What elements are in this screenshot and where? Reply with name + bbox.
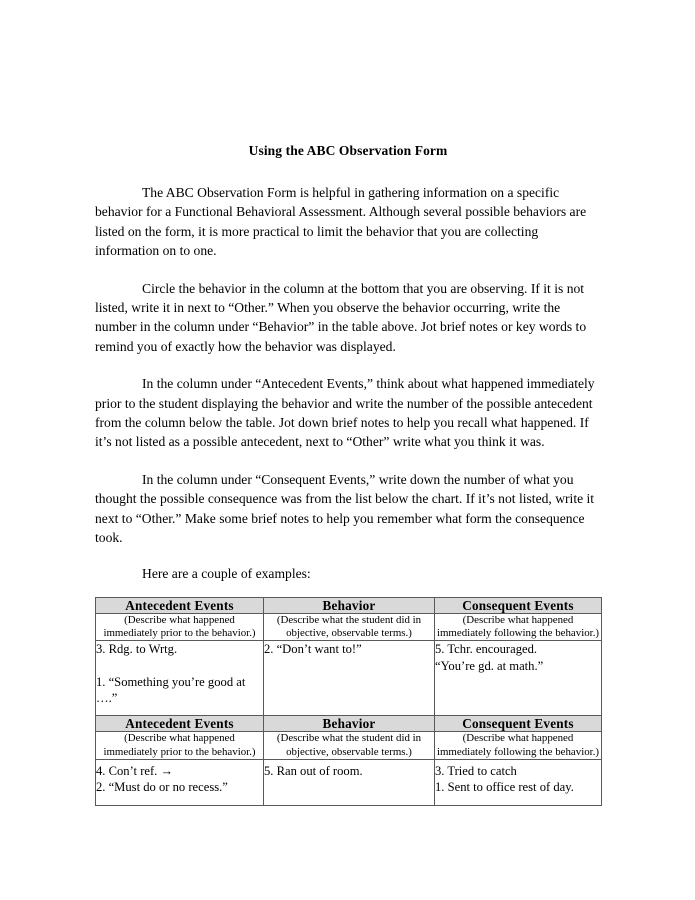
table-header-row bbox=[96, 597, 602, 613]
header-antecedent-events: Antecedent Events bbox=[96, 597, 264, 613]
page-title: Using the ABC Observation Form bbox=[248, 143, 448, 158]
header-consequent-events: Consequent Events bbox=[435, 597, 602, 613]
table-row bbox=[96, 641, 602, 716]
example-one-consequent-line-2: “You’re gd. at math.” bbox=[435, 658, 544, 673]
description-consequent-events: (Describe what happened immediately following the behavior.) bbox=[435, 613, 602, 640]
description-antecedent-events: (Describe what happened immediately prior to the behavior.) bbox=[96, 613, 264, 640]
example-two-antecedent-cell bbox=[96, 759, 264, 805]
example-two-consequent-cell bbox=[435, 759, 602, 805]
table-row bbox=[96, 759, 602, 805]
description-antecedent-events: (Describe what happened immediately prior to the behavior.) bbox=[96, 732, 264, 759]
description-consequent-events: (Describe what happened immediately following the behavior.) bbox=[435, 732, 602, 759]
paragraph-antecedent-instructions: In the column under “Antecedent Events,” think about what happened immediately prior to the student displaying the behavior and write the number of the possible antecedent from the column below the table. Jot down brief notes to help you recall what happened. If it’s not listed as a possible antecedent, next to “Other” write what you think it was. bbox=[95, 376, 595, 450]
example-two-behavior-text: 5. Ran out of room. bbox=[264, 763, 363, 778]
paragraph-behavior-instructions: Circle the behavior in the column at the bottom that you are observing. If it is not listed, write it in next to “Other.” When you observe the behavior occurring, write the number in the column under “Behavior” in the table above. Jot brief notes or key words to remind you of exactly how the behavior was displayed. bbox=[95, 280, 587, 354]
example-two-antecedent-line-1: 4. Con’t ref. → bbox=[96, 763, 174, 778]
abc-observation-table bbox=[95, 597, 602, 806]
paragraph-consequent-instructions: In the column under “Consequent Events,” write down the number of what you thought the possible consequence was from the list below the chart. If it’s not listed, write it next to “Other.” Make some brief notes to help you remember what form the consequence took. bbox=[95, 471, 595, 546]
example-one-consequent-line-1: 5. Tchr. encouraged. bbox=[435, 642, 538, 657]
example-one-behavior-text: 2. “Don’t want to!” bbox=[264, 642, 362, 657]
document-body bbox=[95, 143, 601, 806]
example-one-antecedent-cell bbox=[96, 641, 264, 716]
table-header-row bbox=[96, 716, 602, 732]
example-one-antecedent-line-1: 3. Rdg. to Wrtg. bbox=[96, 642, 178, 657]
cell-spacer bbox=[96, 658, 263, 674]
example-two-consequent-line-2: 1. Sent to office rest of day. bbox=[435, 779, 574, 794]
table-description-row bbox=[96, 732, 602, 759]
description-behavior: (Describe what the student did in objective, observable terms.) bbox=[264, 732, 435, 759]
example-one-antecedent-line-2: 1. “Something you’re good at ….” bbox=[96, 674, 249, 705]
example-two-consequent-line-1: 3. Tried to catch bbox=[435, 763, 517, 778]
paragraph-intro: The ABC Observation Form is helpful in gathering information on a specific behavior for a Functional Behavioral Assessment. Although several possible behaviors are listed on the form, it is more practical to limit the behavior that you are collecting information on to one. bbox=[95, 185, 587, 259]
header-antecedent-events: Antecedent Events bbox=[96, 716, 264, 732]
example-one-behavior-cell bbox=[264, 641, 435, 716]
table-description-row bbox=[96, 613, 602, 640]
header-behavior: Behavior bbox=[264, 597, 435, 613]
header-consequent-events: Consequent Events bbox=[435, 716, 602, 732]
example-two-behavior-cell bbox=[264, 759, 435, 805]
description-behavior: (Describe what the student did in objective, observable terms.) bbox=[264, 613, 435, 640]
example-one-consequent-cell bbox=[435, 641, 602, 716]
header-behavior: Behavior bbox=[264, 716, 435, 732]
example-two-antecedent-line-2: 2. “Must do or no recess.” bbox=[96, 779, 228, 794]
examples-intro-line: Here are a couple of examples: bbox=[142, 565, 311, 581]
